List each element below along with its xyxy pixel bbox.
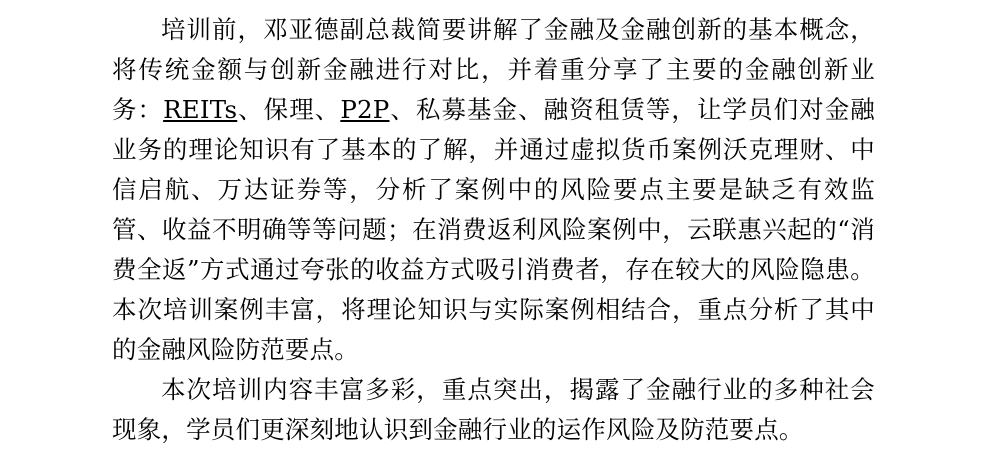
document-body	[112, 10, 875, 450]
paragraph-2	[112, 370, 875, 450]
paragraph-1-run-3: P2P	[340, 95, 390, 124]
paragraph-1-run-4: 、私募基金、融资租赁等，让学员们对金融业务的理论知识有了基本的了解，并通过虚拟货币案例沃克理财、中信启航、万达证券等，分析了案例中的风险要点主要是缺乏有效监管、收益不明确等等问题；在消费返利风险案例中，云联惠兴起的“消费全返”方式通过夸张的收益方式吸引消费者，存在较大的风险隐患。本次培训案例丰富，将理论知识与实际案例相结合，重点分析了其中的金融风险防范要点。	[112, 95, 875, 364]
paragraph-1-run-1: REITs	[163, 95, 238, 124]
paragraph-1-run-2: 、保理、	[237, 95, 341, 124]
paragraph-1	[112, 10, 875, 370]
paragraph-1-run-0: 培训前，邓亚德副总裁简要讲解了金融及金融创新的基本概念，将传统金额与创新金融进行对比，并着重分享了主要的金融创新业务：	[112, 15, 875, 124]
paragraph-2-run-0: 本次培训内容丰富多彩，重点突出，揭露了金融行业的多种社会现象，学员们更深刻地认识到金融行业的运作风险及防范要点。	[112, 375, 875, 444]
